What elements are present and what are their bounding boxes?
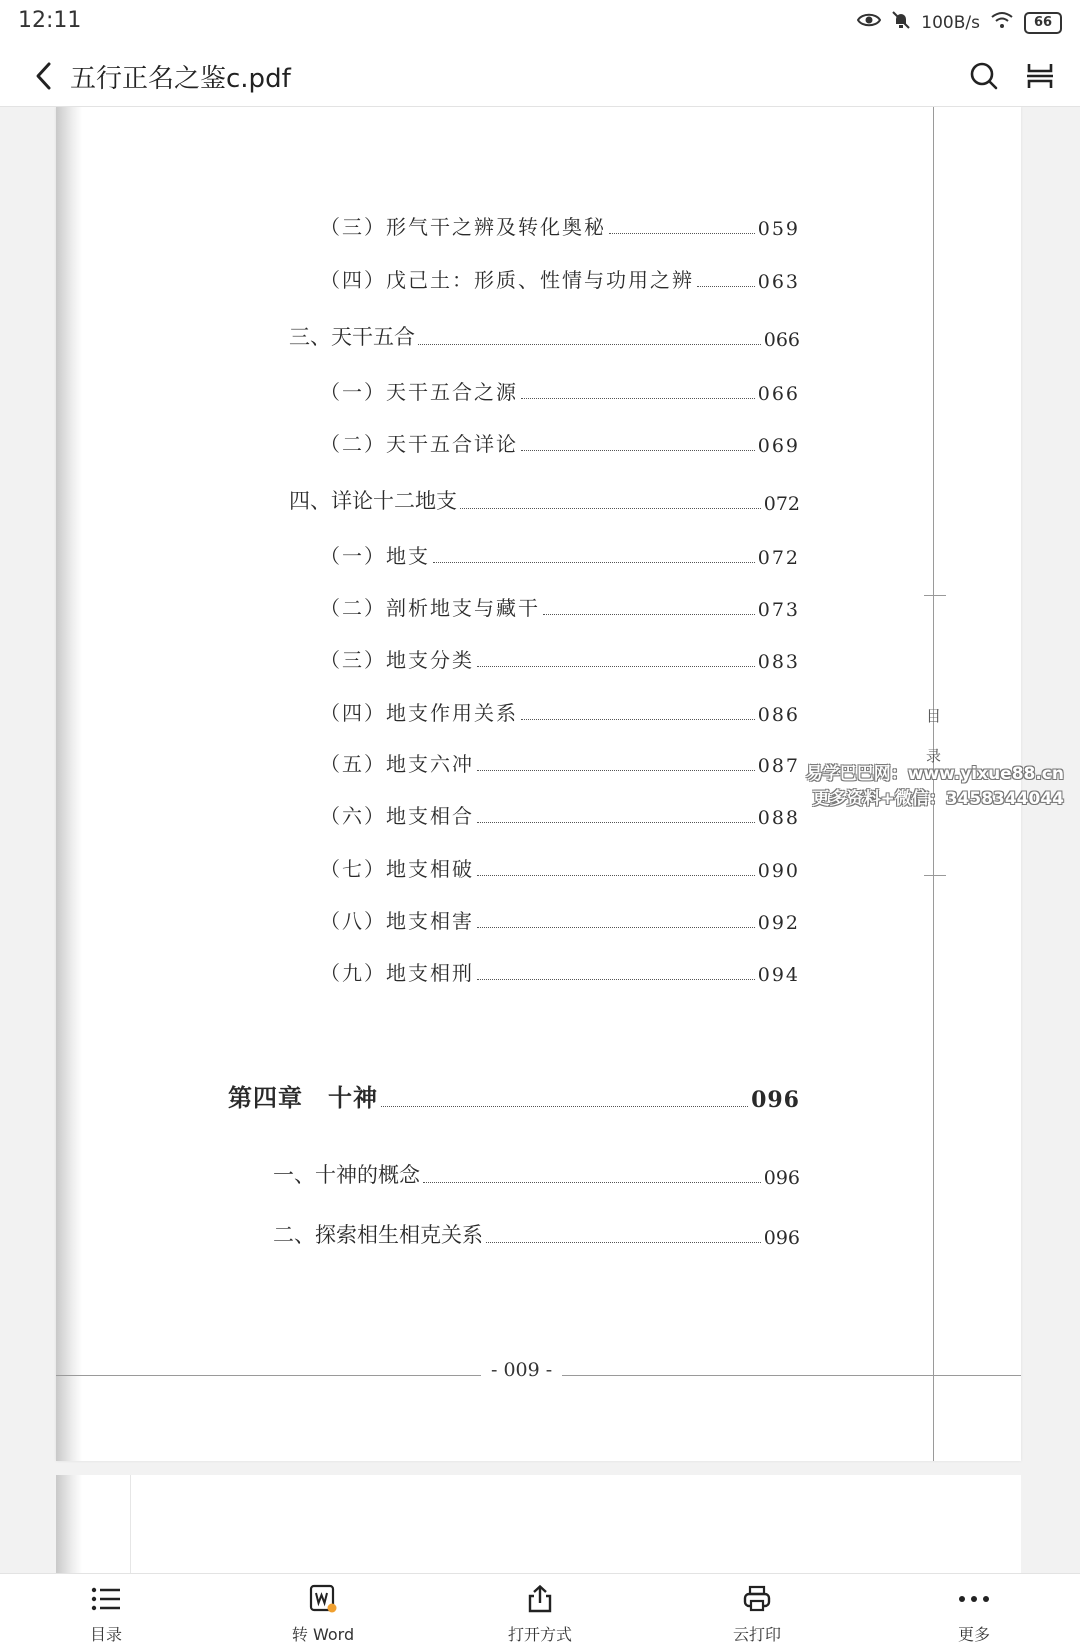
dot-leader [477,927,755,928]
toc-entry-label: （九）地支相刑 [320,961,474,985]
bottom-toolbar [0,1573,1080,1650]
dot-leader [697,286,755,287]
next-pdf-page [56,1475,1021,1573]
toc-entry-page: 066 [763,329,800,351]
toc-entry-label: （四）戊己土：形质、性情与功用之辨 [320,268,694,292]
toc-entry-label: （一）天干五合之源 [320,380,518,404]
toc-entry-page: 086 [757,704,800,726]
toc-entry-page: 090 [757,860,800,882]
toc-entry-page: 059 [757,218,800,240]
more-label: 更多 [957,1625,990,1644]
toc-entry-label: 一、十神的概念 [273,1163,420,1187]
status-time: 12:11 [18,8,82,33]
toc-entry[interactable] [320,211,800,240]
dot-leader [423,1182,761,1183]
toc-button-label: 目录 [89,1625,122,1644]
toc-entry[interactable] [320,853,800,882]
document-viewport[interactable] [0,107,1080,1573]
convert-to-word-button[interactable] [263,1574,383,1650]
watermark [806,762,1064,812]
wifi-icon [990,11,1014,34]
dot-leader [433,562,755,563]
cloud-print-label: 云打印 [732,1625,781,1644]
eye-icon [857,12,881,33]
toc-entry-label: （四）地支作用关系 [320,701,518,725]
toc-entry-label: 三、天干五合 [289,325,415,349]
back-button[interactable] [24,56,64,96]
toc-entry-page: 094 [757,964,800,986]
toc-entry[interactable] [273,1219,800,1249]
toc-entry-label: （二）剖析地支与藏干 [320,596,540,620]
dot-leader [477,770,755,771]
running-head-side-label [916,595,956,895]
side-rule-top [924,595,946,596]
more-dots-icon [957,1582,991,1616]
toc-entry-page: 096 [763,1167,800,1189]
toc-entry-label: （七）地支相破 [320,857,474,881]
toc-entry-page: 083 [757,651,800,673]
open-with-label: 打开方式 [507,1625,572,1644]
toc-entry-page: 063 [757,271,800,293]
title-bar [0,44,1080,107]
toc-entry-label: 四、详论十二地支 [289,489,457,513]
page-number: - 009 - [481,1359,562,1381]
watermark-line: 更多资料+微信：3458344044 [812,789,1064,809]
toc-entry-page: 066 [757,383,800,405]
chevron-left-icon [33,61,55,91]
toc-entry[interactable] [289,321,800,351]
toc-entry[interactable] [320,376,800,405]
battery-icon: 66 [1024,12,1062,34]
word-doc-icon [306,1582,340,1616]
toc-entry[interactable] [320,428,800,457]
toc-entry-label: （八）地支相害 [320,909,474,933]
side-label-char: 目 [926,707,942,725]
page-spine-shadow [56,107,82,1461]
toc-entry-page: 069 [757,435,800,457]
toc-entry-page: 087 [757,755,800,777]
page-layout-icon [1026,62,1054,90]
toc-chapter-entry[interactable] [228,1078,800,1113]
toc-entry[interactable] [320,264,800,293]
net-speed: 100B/s [921,12,980,33]
more-button[interactable] [914,1574,1034,1650]
dot-leader [460,508,761,509]
toc-entry-label: 二、探索相生相克关系 [273,1223,483,1247]
side-rule-bottom [924,875,946,876]
toc-entry[interactable] [273,1159,800,1189]
document-title: 五行正名之鉴c.pdf [70,64,291,94]
toc-entry-label: （一）地支 [320,544,430,568]
toc-entry[interactable] [320,697,800,726]
convert-to-word-label: 转 Word [291,1625,355,1644]
dot-leader [543,614,755,615]
toc-entry[interactable] [320,748,800,777]
mute-bell-icon [891,10,911,35]
toc-entry-label: （三）形气干之辨及转化奥秘 [320,215,606,239]
list-icon [89,1582,123,1616]
cloud-print-button[interactable] [697,1574,817,1650]
page-layout-button[interactable] [1020,56,1060,96]
search-button[interactable] [964,56,1004,96]
toc-entry-page: 072 [757,547,800,569]
toc-button[interactable] [46,1574,166,1650]
toc-entry[interactable] [320,800,800,829]
dot-leader [477,979,755,980]
dot-leader [521,719,755,720]
dot-leader [418,344,761,345]
toc-entry-label: 第四章 十神 [228,1083,378,1112]
toc-entry[interactable] [320,957,800,986]
dot-leader [521,398,755,399]
watermark-line: 易学巴巴网：www.yixue88.cn [805,764,1064,784]
toc-entry[interactable] [320,592,800,621]
printer-icon [740,1582,774,1616]
dot-leader [381,1106,748,1107]
toc-entry-page: 088 [757,807,800,829]
page-spine-shadow [56,1475,82,1573]
search-icon [969,61,999,91]
toc-entry-page: 096 [751,1087,800,1113]
toc-entry-page: 072 [763,493,800,515]
dot-leader [477,822,755,823]
page-inner-rule [130,1475,131,1573]
dot-leader [609,233,755,234]
toc-entry-label: （六）地支相合 [320,804,474,828]
toc-entry-page: 092 [757,912,800,934]
dot-leader [486,1242,761,1243]
toc-entry-label: （三）地支分类 [320,648,474,672]
dot-leader [477,666,755,667]
dot-leader [521,450,755,451]
status-icons [857,10,1062,35]
toc-entry-page: 096 [763,1227,800,1249]
toc-entry-label: （五）地支六冲 [320,752,474,776]
status-bar [0,0,1080,44]
toc-entry[interactable] [320,540,800,569]
toc-entry[interactable] [320,905,800,934]
share-upload-icon [523,1582,557,1616]
dot-leader [477,875,755,876]
side-label-char: 录 [926,747,942,765]
toc-entry[interactable] [320,644,800,673]
toc-entry-page: 073 [757,599,800,621]
open-with-button[interactable] [480,1574,600,1650]
toc-entry[interactable] [289,485,800,515]
toc-entry-label: （二）天干五合详论 [320,432,518,456]
